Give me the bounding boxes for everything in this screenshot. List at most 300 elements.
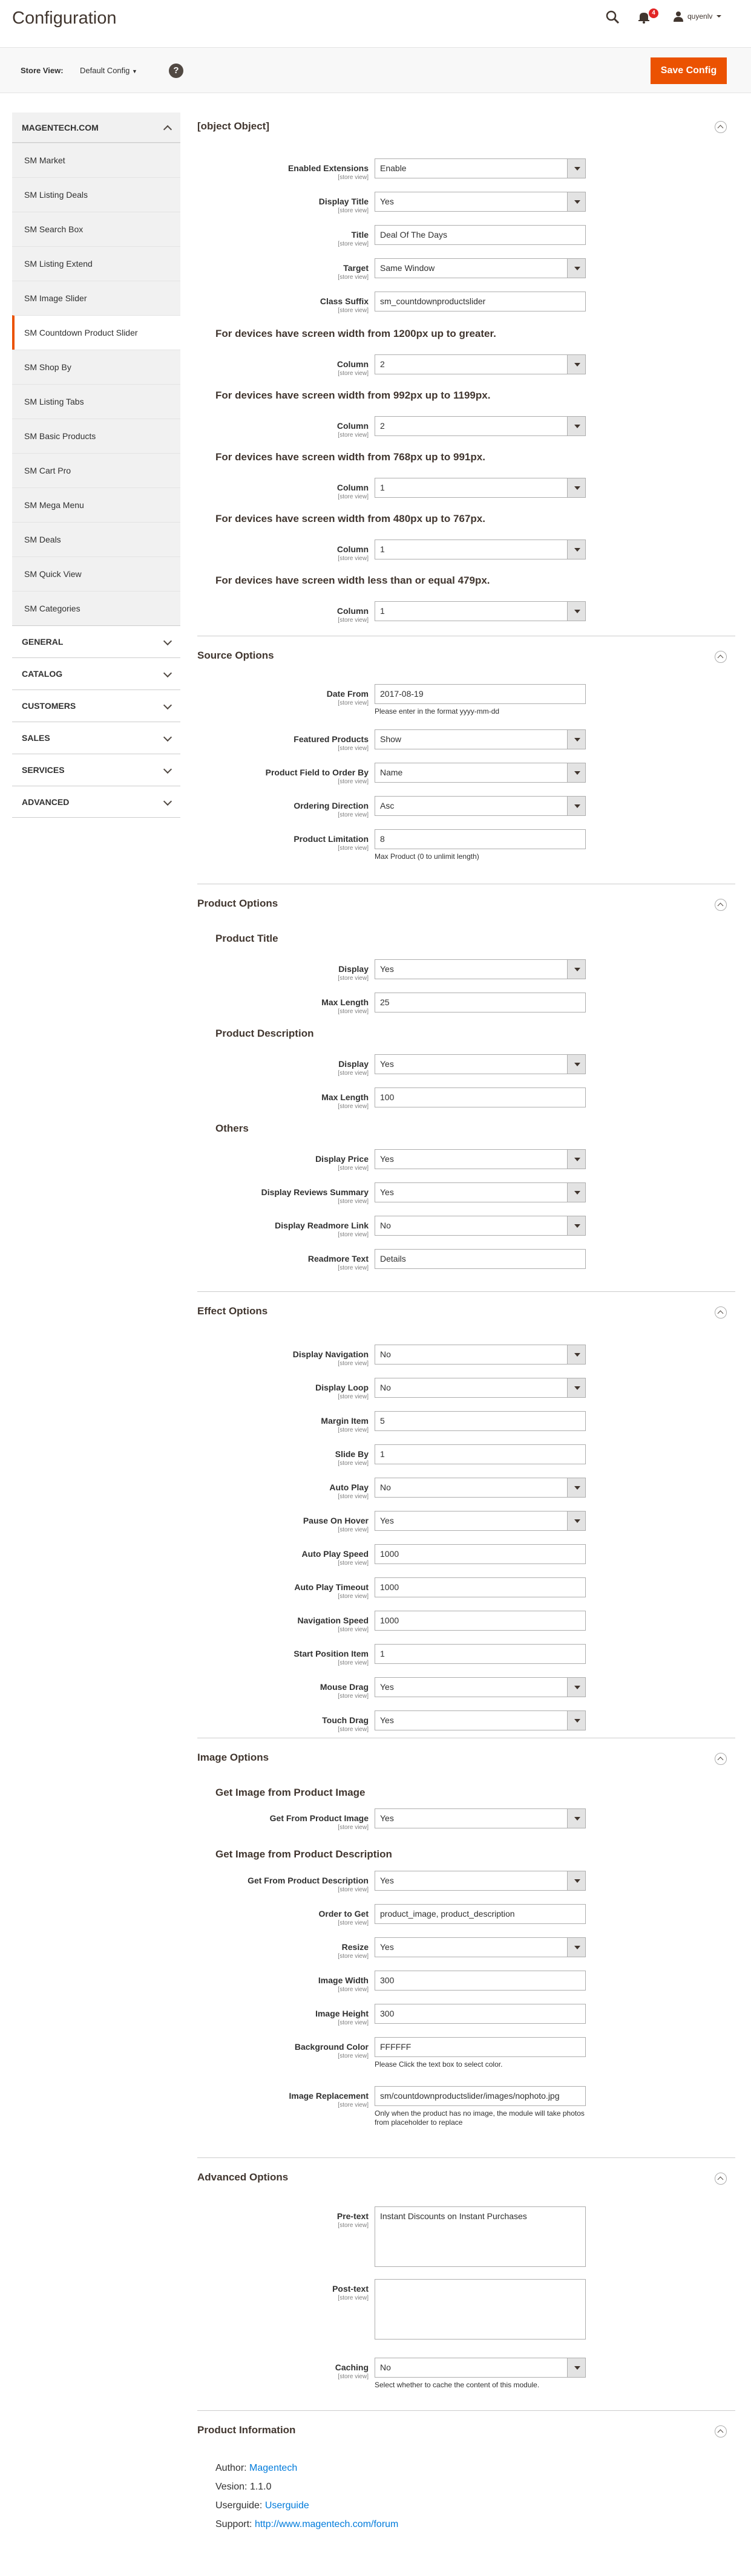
field-label: Date From	[326, 689, 369, 699]
devices-heading-992: For devices have screen width from 992px up to 1199px.	[215, 390, 491, 401]
scope-label: [store view]	[338, 1886, 369, 1893]
sidebar-section-label: ADVANCED	[22, 797, 70, 807]
select-value: 1	[380, 483, 385, 492]
scope-label: [store view]	[338, 1693, 369, 1700]
field-featured-products	[197, 729, 735, 758]
store-view-switcher[interactable]	[80, 66, 137, 75]
get-from-description-select[interactable]	[375, 1871, 586, 1891]
sidebar-section[interactable]	[12, 690, 180, 722]
scope-label: [store view]	[338, 241, 369, 247]
select-value: Yes	[380, 1154, 394, 1164]
info-label: Author:	[215, 2463, 247, 2473]
product-description-image-heading: Get Image from Product Description	[215, 1848, 392, 1860]
field-desc-display	[197, 1054, 735, 1083]
field-label: Start Position Item	[294, 1649, 369, 1658]
sidebar-section-label: SALES	[22, 733, 50, 743]
dropdown-arrow-icon	[567, 1809, 585, 1828]
sidebar-item[interactable]: SM Listing Extend	[12, 246, 180, 281]
scope-label: [store view]	[338, 2295, 369, 2301]
collapse-icon[interactable]	[715, 651, 727, 663]
desc-max-length-input[interactable]: 100	[375, 1087, 586, 1107]
field-display-loop	[197, 1378, 735, 1407]
sidebar-group-label: MAGENTECH.COM	[22, 123, 99, 132]
select-value: Yes	[380, 1876, 394, 1885]
chevron-down-icon	[163, 637, 172, 645]
featured-select[interactable]	[375, 729, 586, 749]
touch-drag-select[interactable]	[375, 1710, 586, 1730]
chevron-down-icon	[716, 13, 722, 19]
info-label: Userguide:	[215, 2500, 263, 2511]
support-link[interactable]: http://www.magentech.com/forum	[254, 2519, 399, 2529]
scope-label: [store view]	[338, 174, 369, 181]
sidebar-item[interactable]: SM Shop By	[12, 350, 180, 384]
sidebar-section[interactable]	[12, 722, 180, 754]
product-options-section	[197, 884, 735, 1292]
scope-label: [store view]	[338, 975, 369, 982]
post-text-textarea[interactable]	[375, 2279, 586, 2340]
field-label: Touch Drag	[322, 1715, 369, 1725]
scope-label: [store view]	[338, 370, 369, 377]
config-sidebar	[12, 112, 180, 818]
info-author	[215, 2463, 297, 2474]
field-touch-drag	[197, 1710, 735, 1740]
advanced-options-section	[197, 2158, 735, 2411]
field-label: Display Title	[318, 197, 369, 206]
field-desc-max-length	[197, 1087, 735, 1117]
sidebar-item[interactable]: SM Deals	[12, 522, 180, 556]
field-label: Enabled Extensions	[287, 163, 369, 173]
field-label: Navigation Speed	[297, 1616, 369, 1625]
field-class-suffix	[197, 292, 735, 321]
field-slide-by	[197, 1444, 735, 1473]
limitation-input[interactable]: 8	[375, 829, 586, 849]
dropdown-arrow-icon	[567, 1938, 585, 1957]
field-label: Featured Products	[294, 734, 369, 744]
dropdown-arrow-icon	[567, 1378, 585, 1397]
navigation-speed-input[interactable]: 1000	[375, 1611, 586, 1631]
sidebar-item[interactable]: SM Countdown Product Slider	[12, 315, 180, 350]
scope-label: [store view]	[338, 845, 369, 852]
user-menu[interactable]	[673, 11, 722, 22]
notification-badge: 4	[649, 8, 658, 18]
select-value: 2	[380, 359, 385, 369]
mouse-drag-select[interactable]	[375, 1677, 586, 1697]
section-title[interactable]: Effect Options	[197, 1305, 268, 1317]
field-date-from	[197, 684, 735, 716]
scope-label: [store view]	[338, 494, 369, 500]
field-label: Display Price	[315, 1154, 369, 1164]
dropdown-arrow-icon	[567, 1183, 585, 1202]
sidebar-section[interactable]	[12, 786, 180, 818]
field-image-width	[197, 1971, 735, 2000]
field-order-to-get	[197, 1904, 735, 1933]
image-replacement-input[interactable]: sm/countdownproductslider/images/nophoto.jpg	[375, 2086, 586, 2106]
sidebar-item[interactable]: SM Image Slider	[12, 281, 180, 315]
select-value: No	[380, 2362, 391, 2372]
field-label: Title	[351, 230, 369, 240]
field-label: Column	[336, 359, 369, 369]
field-display-navigation	[197, 1345, 735, 1374]
field-margin-item	[197, 1411, 735, 1440]
enabled-select[interactable]	[375, 158, 586, 178]
scope-label: [store view]	[338, 745, 369, 752]
dropdown-arrow-icon	[567, 2358, 585, 2377]
field-label: Background Color	[294, 2042, 369, 2052]
scope-label: [store view]	[338, 432, 369, 439]
field-label: Product Limitation	[294, 834, 369, 844]
dropdown-arrow-icon	[567, 960, 585, 979]
userguide-link[interactable]: Userguide	[264, 2500, 309, 2511]
select-value: No	[380, 1349, 391, 1359]
field-get-from-product-description	[197, 1871, 735, 1900]
display-price-select[interactable]	[375, 1149, 586, 1169]
sidebar-item[interactable]: SM Quick View	[12, 556, 180, 591]
field-note: Only when the product has no image, the module will take photos from placeholder to replace	[375, 2109, 585, 2127]
field-resize	[197, 1937, 735, 1966]
field-label: Image Height	[315, 2009, 369, 2018]
dropdown-arrow-icon	[567, 540, 585, 559]
select-value: Yes	[380, 1187, 394, 1197]
field-label: Resize	[341, 1942, 369, 1952]
collapse-icon[interactable]	[715, 2173, 727, 2185]
field-note: Max Product (0 to unlimit length)	[375, 852, 479, 861]
field-image-height	[197, 2004, 735, 2033]
chevron-down-icon	[163, 733, 172, 742]
scope-label: [store view]	[338, 1198, 369, 1205]
select-value: No	[380, 1482, 391, 1492]
dropdown-arrow-icon	[567, 763, 585, 782]
sidebar-group-magentech[interactable]	[12, 112, 180, 143]
field-background-color	[197, 2037, 735, 2069]
field-label: Ordering Direction	[294, 801, 369, 810]
info-label: Vesion:	[215, 2482, 248, 2492]
field-target	[197, 258, 735, 287]
scope-label: [store view]	[338, 207, 369, 214]
scope-label: [store view]	[338, 2222, 369, 2229]
sidebar-section-label: GENERAL	[22, 637, 64, 647]
direction-select[interactable]	[375, 796, 586, 816]
start-position-input[interactable]: 1	[375, 1644, 586, 1664]
scope-label: [store view]	[338, 1824, 369, 1831]
dropdown-arrow-icon	[567, 1216, 585, 1235]
section-title[interactable]: Advanced Options	[197, 2171, 289, 2183]
pause-on-hover-select[interactable]	[375, 1511, 586, 1531]
field-navigation-speed	[197, 1611, 735, 1640]
sidebar-section-label: CATALOG	[22, 669, 63, 679]
sidebar-section[interactable]	[12, 625, 180, 657]
collapse-icon[interactable]	[715, 1753, 727, 1765]
desc-display-select[interactable]	[375, 1054, 586, 1074]
field-label: Get From Product Description	[248, 1876, 369, 1885]
select-value: Show	[380, 734, 402, 744]
readmore-text-input[interactable]: Details	[375, 1249, 586, 1269]
collapse-icon[interactable]	[715, 121, 727, 133]
scope-label: [store view]	[338, 2102, 369, 2108]
scope-label: [store view]	[338, 1460, 369, 1467]
search-icon[interactable]	[605, 10, 620, 24]
info-userguide	[215, 2500, 309, 2511]
field-label: Image Replacement	[289, 2091, 369, 2101]
source-options-section	[197, 636, 735, 884]
field-readmore-text	[197, 1249, 735, 1278]
field-title	[197, 225, 735, 254]
select-value: Yes	[380, 1942, 394, 1952]
auto-play-timeout-input[interactable]: 1000	[375, 1577, 586, 1597]
field-auto-play-timeout	[197, 1577, 735, 1606]
section-title[interactable]: Product Options	[197, 898, 278, 909]
field-label: Pause On Hover	[303, 1516, 369, 1525]
section-title[interactable]: [object Object]	[197, 120, 270, 132]
scope-label: [store view]	[338, 1560, 369, 1567]
display-readmore-select[interactable]	[375, 1216, 586, 1236]
column-select[interactable]	[375, 354, 586, 374]
chevron-down-icon: ▼	[132, 68, 137, 74]
title-display-select[interactable]	[375, 959, 586, 979]
config-main	[197, 112, 735, 2574]
field-label: Display Loop	[315, 1383, 369, 1392]
select-value: Yes	[380, 1682, 394, 1692]
dropdown-arrow-icon	[567, 355, 585, 374]
field-label: Auto Play Timeout	[294, 1582, 369, 1592]
scope-label: [store view]	[338, 1360, 369, 1367]
dropdown-arrow-icon	[567, 797, 585, 815]
scope-label: [store view]	[338, 1231, 369, 1238]
select-value: Yes	[380, 1059, 394, 1069]
scope-label: [store view]	[338, 1953, 369, 1960]
scope-label: [store view]	[338, 2373, 369, 2380]
page-header	[0, 0, 751, 45]
field-post-text	[197, 2279, 735, 2342]
field-ordering-direction	[197, 796, 735, 825]
display-reviews-select[interactable]	[375, 1182, 586, 1202]
field-display-price	[197, 1149, 735, 1178]
store-view-bar	[0, 47, 751, 93]
column-select[interactable]	[375, 478, 586, 498]
scope-label: [store view]	[338, 1626, 369, 1633]
order-to-get-input[interactable]: product_image, product_description	[375, 1904, 586, 1924]
select-value: Yes	[380, 1516, 394, 1525]
field-label: Auto Play	[329, 1482, 369, 1492]
resize-select[interactable]	[375, 1937, 586, 1957]
field-get-from-product-image	[197, 1808, 735, 1837]
slide-by-input[interactable]: 1	[375, 1444, 586, 1464]
field-label: Column	[336, 421, 369, 431]
date-from-input[interactable]: 2017-08-19	[375, 684, 586, 704]
field-caching	[197, 2358, 735, 2387]
save-config-button[interactable]: Save Config	[651, 57, 727, 84]
sidebar-item[interactable]: SM Mega Menu	[12, 487, 180, 522]
dropdown-arrow-icon	[567, 259, 585, 278]
image-options-section	[197, 1738, 735, 2158]
info-support	[215, 2519, 398, 2530]
field-label: Class Suffix	[320, 296, 369, 306]
sidebar-sections	[12, 625, 180, 818]
field-label: Target	[343, 263, 369, 273]
title-max-length-input[interactable]: 25	[375, 993, 586, 1012]
sidebar-item[interactable]: SM Search Box	[12, 212, 180, 246]
image-height-input[interactable]: 300	[375, 2004, 586, 2024]
section-title[interactable]: Image Options	[197, 1752, 269, 1763]
field-label: Display	[338, 964, 369, 974]
sidebar-items	[12, 143, 180, 625]
field-display-title	[197, 192, 735, 221]
field-label: Column	[336, 483, 369, 492]
user-icon	[673, 11, 684, 22]
sidebar-item[interactable]: SM Cart Pro	[12, 453, 180, 487]
column-select[interactable]	[375, 540, 586, 559]
image-width-input[interactable]: 300	[375, 1971, 586, 1991]
column-select[interactable]	[375, 416, 586, 436]
select-value: 1	[380, 544, 385, 554]
select-value: Same Window	[380, 263, 435, 273]
field-label: Auto Play Speed	[301, 1549, 369, 1559]
field-note: Please enter in the format yyyy-mm-dd	[375, 707, 500, 716]
field-label: Column	[336, 544, 369, 554]
page-title: Configuration	[12, 8, 117, 28]
dropdown-arrow-icon	[567, 1150, 585, 1169]
sidebar-item[interactable]: SM Categories	[12, 591, 180, 625]
devices-heading-768: For devices have screen width from 768px up to 991px.	[215, 451, 485, 463]
others-heading: Others	[215, 1123, 249, 1134]
pre-text-textarea[interactable]: Instant Discounts on Instant Purchases	[375, 2206, 586, 2267]
sidebar-item[interactable]: SM Listing Deals	[12, 177, 180, 212]
dropdown-arrow-icon	[567, 478, 585, 497]
author-link[interactable]: Magentech	[249, 2463, 298, 2473]
auto-play-speed-input[interactable]: 1000	[375, 1544, 586, 1564]
field-column-480	[197, 540, 735, 569]
get-from-image-select[interactable]	[375, 1808, 586, 1828]
product-image-heading: Get Image from Product Image	[215, 1787, 366, 1798]
caching-select[interactable]	[375, 2358, 586, 2378]
user-name: quyenlv	[687, 12, 713, 21]
field-label: Slide By	[335, 1449, 369, 1459]
store-view-label: Store View:	[21, 66, 64, 75]
field-title-max-length	[197, 993, 735, 1022]
field-label: Post-text	[332, 2284, 369, 2294]
select-value: 1	[380, 606, 385, 616]
store-view-value: Default Config	[80, 66, 130, 75]
chevron-down-icon	[163, 765, 172, 774]
field-label: Pre-text	[336, 2211, 369, 2221]
dropdown-arrow-icon	[567, 1711, 585, 1730]
select-value: Enable	[380, 163, 407, 173]
scope-label: [store view]	[338, 812, 369, 818]
sidebar-item[interactable]: SM Basic Products	[12, 419, 180, 453]
scope-label: [store view]	[338, 1527, 369, 1533]
margin-item-input[interactable]: 5	[375, 1411, 586, 1431]
select-value: Yes	[380, 1813, 394, 1823]
scope-label: [store view]	[338, 1008, 369, 1015]
select-value: Asc	[380, 801, 395, 810]
chevron-down-icon	[163, 669, 172, 677]
sidebar-item[interactable]: SM Listing Tabs	[12, 384, 180, 419]
field-label: Display Navigation	[292, 1349, 369, 1359]
dropdown-arrow-icon	[567, 1345, 585, 1364]
help-icon[interactable]: ?	[169, 64, 183, 78]
field-auto-play	[197, 1478, 735, 1507]
dropdown-arrow-icon	[567, 1511, 585, 1530]
collapse-icon[interactable]	[715, 1306, 727, 1319]
field-label: Display Readmore Link	[275, 1221, 369, 1230]
general-options-section	[197, 112, 735, 636]
scope-label: [store view]	[338, 1165, 369, 1172]
scope-label: [store view]	[338, 1070, 369, 1077]
collapse-icon[interactable]	[715, 2425, 727, 2437]
scope-label: [store view]	[338, 1394, 369, 1400]
devices-heading-1200: For devices have screen width from 1200px up to greater.	[215, 328, 496, 339]
sidebar-section[interactable]	[12, 657, 180, 690]
field-image-replacement	[197, 2086, 735, 2127]
scope-label: [store view]	[338, 617, 369, 624]
field-start-position	[197, 1644, 735, 1673]
field-pre-text	[197, 2206, 735, 2269]
auto-play-select[interactable]	[375, 1478, 586, 1498]
devices-heading-479: For devices have screen width less than or equal 479px.	[215, 575, 490, 586]
field-label: Display Reviews Summary	[261, 1187, 369, 1197]
scope-label: [store view]	[338, 274, 369, 281]
select-value: Yes	[380, 964, 394, 974]
field-display-readmore	[197, 1216, 735, 1245]
field-product-limitation	[197, 829, 735, 861]
sidebar-item[interactable]: SM Market	[12, 143, 180, 177]
scope-label: [store view]	[338, 1427, 369, 1433]
scope-label: [store view]	[338, 2020, 369, 2026]
field-label: Readmore Text	[307, 1254, 369, 1264]
display-loop-select[interactable]	[375, 1378, 586, 1398]
title-input[interactable]: Deal Of The Days	[375, 225, 586, 245]
column-select[interactable]	[375, 601, 586, 621]
field-label: Mouse Drag	[320, 1682, 369, 1692]
chevron-up-icon	[163, 125, 172, 133]
sidebar-section-label: CUSTOMERS	[22, 701, 76, 711]
scope-label: [store view]	[338, 1920, 369, 1926]
sidebar-section[interactable]	[12, 754, 180, 786]
order-by-select[interactable]	[375, 763, 586, 783]
scope-label: [store view]	[338, 307, 369, 314]
chevron-down-icon	[163, 797, 172, 805]
section-title[interactable]: Product Information	[197, 2424, 296, 2436]
target-select[interactable]	[375, 258, 586, 278]
dropdown-arrow-icon	[567, 417, 585, 435]
select-value: Yes	[380, 197, 394, 206]
dropdown-arrow-icon	[567, 1871, 585, 1890]
product-information-section	[197, 2411, 735, 2574]
collapse-icon[interactable]	[715, 899, 727, 911]
display-navigation-select[interactable]	[375, 1345, 586, 1365]
select-value: 2	[380, 421, 385, 431]
display-title-select[interactable]	[375, 192, 586, 212]
scope-label: [store view]	[338, 1660, 369, 1666]
info-label: Support:	[215, 2519, 252, 2529]
class-suffix-input[interactable]: sm_countdownproductslider	[375, 292, 586, 311]
field-enabled-extensions	[197, 158, 735, 187]
info-version	[215, 2482, 272, 2493]
field-label: Max Length	[321, 1092, 369, 1102]
background-color-input[interactable]: FFFFFF	[375, 2037, 586, 2057]
field-label: Display	[338, 1059, 369, 1069]
select-value: Yes	[380, 1715, 394, 1725]
scope-label: [store view]	[338, 778, 369, 785]
product-description-heading: Product Description	[215, 1028, 314, 1039]
field-title-display	[197, 959, 735, 988]
dropdown-arrow-icon	[567, 602, 585, 621]
section-title[interactable]: Source Options	[197, 650, 274, 661]
scope-label: [store view]	[338, 1103, 369, 1110]
dropdown-arrow-icon	[567, 1478, 585, 1497]
chevron-down-icon	[163, 701, 172, 709]
dropdown-arrow-icon	[567, 159, 585, 178]
select-value: No	[380, 1221, 391, 1230]
